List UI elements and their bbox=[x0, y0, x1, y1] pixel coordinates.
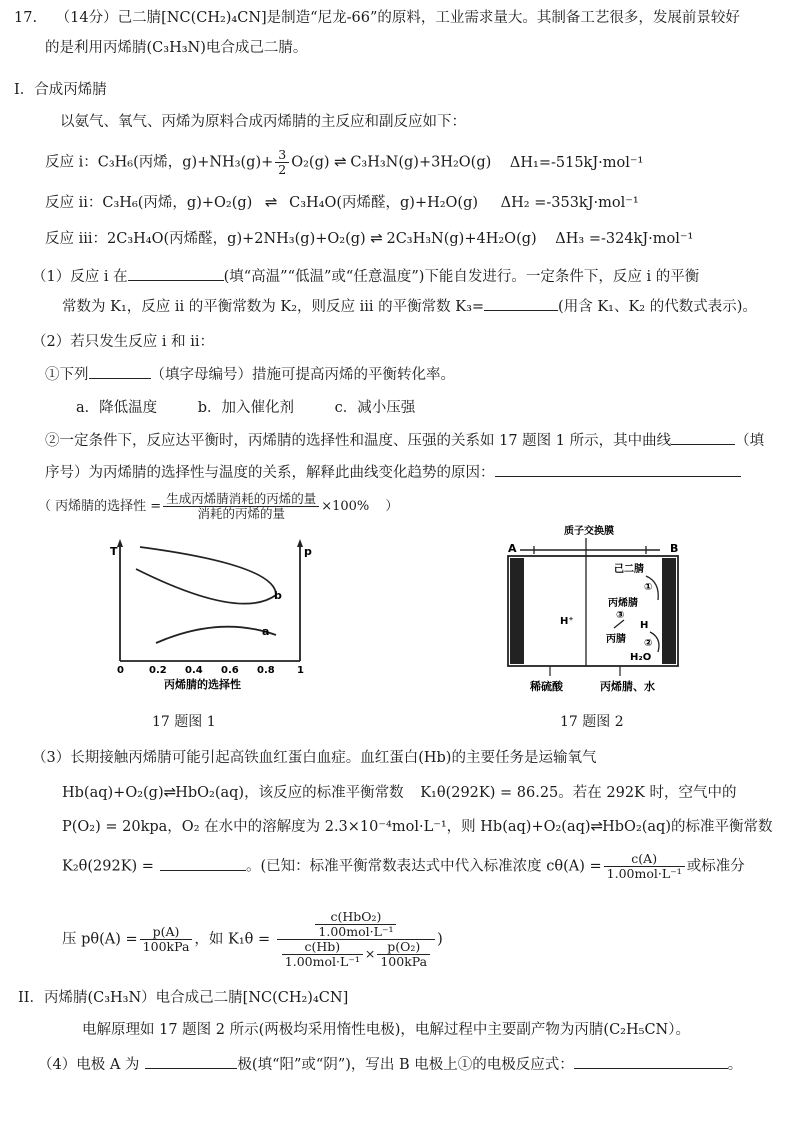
reaction-3-left: 2C₃H₄O(丙烯醛，g)+2NH₃(g)+O₂(g) bbox=[107, 231, 366, 247]
po2-fraction: $\frac{\text{p(O₂)}}{\text{100kPa}}$ bbox=[377, 940, 430, 969]
q3-line5 bbox=[62, 910, 443, 969]
x-tick: 0 bbox=[117, 665, 124, 676]
x-tick: 0.4 bbox=[185, 665, 203, 676]
q3-line4 bbox=[62, 852, 745, 881]
reaction-1-label: 反应 i： bbox=[45, 154, 98, 171]
adiponitrile-label: 己二腈 bbox=[614, 564, 644, 575]
equilibrium-arrow: ⇌ bbox=[264, 193, 277, 211]
figure-1-caption: 17 题图 1 bbox=[152, 714, 216, 730]
reaction-1-left-b: O₂(g) bbox=[291, 154, 330, 171]
k1-numerator bbox=[277, 910, 435, 940]
sel-open: （ bbox=[38, 499, 52, 514]
step-3-marker: ③ bbox=[616, 610, 625, 621]
electrode-a-label: A bbox=[508, 542, 517, 555]
k1-denominator bbox=[277, 940, 435, 969]
part2-desc: 电解原理如 17 题图 2 所示(两极均采用惰性电极)，电解过程中主要副产物为丙腈(C₂H₅CN）。 bbox=[82, 1022, 690, 1038]
proton-label: H⁺ bbox=[560, 616, 574, 627]
q2-s2-text-c: 序号）为丙烯腈的选择性与温度的关系，解释此曲线变化趋势的原因： bbox=[45, 465, 495, 481]
question-score: （14分） bbox=[55, 10, 118, 26]
answer-blank-q4-electrode[interactable] bbox=[145, 1054, 237, 1069]
reaction-1-right: C₃H₃N(g)+3H₂O(g) bbox=[350, 154, 492, 171]
y-right-label: p bbox=[304, 545, 312, 558]
sel-close: ） bbox=[385, 499, 399, 514]
question-number: 17. bbox=[14, 10, 38, 26]
q3-line3 bbox=[62, 816, 773, 837]
q3-line2 bbox=[62, 782, 737, 803]
q1-line1 bbox=[32, 266, 699, 287]
part2-title: II．丙烯腈(C₃H₃N）电合成己二腈[NC(CH₂)₄CN] bbox=[18, 990, 349, 1006]
q2-options bbox=[76, 398, 415, 418]
figure-2-caption: 17 题图 2 bbox=[560, 714, 624, 730]
equilibrium-arrow: ⇌ bbox=[334, 152, 346, 171]
question-intro-b: 的是利用丙烯腈(C₃H₃N)电合成己二腈。 bbox=[45, 40, 308, 56]
question-17-line1 bbox=[14, 8, 740, 28]
reaction-3-label: 反应 iii： bbox=[45, 231, 108, 247]
answer-blank-q3-k2[interactable] bbox=[160, 856, 246, 871]
option-b: b．加入催化剂 bbox=[197, 400, 295, 416]
reaction-1 bbox=[45, 148, 643, 177]
dilute-sulfuric-acid-label: 稀硫酸 bbox=[530, 680, 563, 693]
curve-a bbox=[156, 627, 276, 643]
y-left-label: T bbox=[110, 545, 118, 558]
q3-k2: K₂θ(292K) = bbox=[62, 858, 154, 875]
q1-text-a: （1）反应 i 在 bbox=[32, 269, 128, 285]
reaction-2-left: C₃H₆(丙烯，g)+O₂(g) bbox=[102, 195, 253, 211]
curve-b-label: b bbox=[274, 589, 282, 602]
q4-text-a: （4）电极 A 为 bbox=[38, 1057, 140, 1073]
q1-line2 bbox=[62, 296, 757, 317]
q2-s2-text-b: （填 bbox=[735, 433, 765, 449]
arrow-step-3 bbox=[614, 620, 624, 628]
q3-eq-left: Hb(aq)+O₂(g) bbox=[62, 785, 164, 801]
q3-k1: K₁θ(292K) = 86.25。若在 292K 时，空气中的 bbox=[420, 785, 737, 801]
x-tick: 0.8 bbox=[257, 665, 275, 676]
q2-sub2-line1 bbox=[45, 430, 764, 451]
part1-title: I．合成丙烯腈 bbox=[14, 82, 107, 98]
q4-text-b: 极(填“阳”或“阴”)，写出 B 电极上①的电极反应式： bbox=[237, 1057, 574, 1073]
q3-std-pressure: 压 pθ(A) = bbox=[62, 931, 138, 948]
x-axis-label: 丙烯腈的选择性 bbox=[164, 678, 241, 691]
curve-a-label: a bbox=[262, 625, 270, 638]
q2-s2-text-a: ②一定条件下，反应达平衡时，丙烯腈的选择性和温度、压强的关系如 17 题图 1 所示，其中曲线 bbox=[45, 433, 672, 449]
step-1-marker: ① bbox=[644, 582, 653, 593]
reaction-3-dh: ΔH₃ =-324kJ·mol⁻¹ bbox=[555, 231, 694, 247]
q3-text-c: P(O₂) = 20kpa，O₂ 在水中的溶解度为 2.3×10⁻⁴mol·L⁻¹，则 Hb(aq)+O₂(aq) bbox=[62, 819, 591, 835]
equilibrium-arrow: ⇌ bbox=[590, 817, 603, 835]
electrode-b bbox=[662, 558, 676, 664]
q1-text-b: (填“高温”“低温”或“任意温度”)下能自发进行。一定条件下，反应 i 的平衡 bbox=[223, 269, 700, 285]
answer-blank-q2-curve[interactable] bbox=[671, 430, 735, 445]
reaction-3 bbox=[45, 228, 693, 249]
answer-blank-q2-measure[interactable] bbox=[89, 364, 151, 379]
selectivity-fraction: $\frac{\text{生成丙烯腈消耗的丙烯的量}}{\text{消耗的丙烯的量}}$ bbox=[163, 492, 319, 521]
electrode-b-label: B bbox=[670, 542, 679, 555]
left-axis-arrow bbox=[117, 539, 123, 547]
q1-text-d: (用含 K₁、K₂ 的代数式表示)。 bbox=[558, 299, 757, 315]
q3-close: ) bbox=[437, 931, 443, 948]
reaction-1-dh: ΔH₁=-515kJ·mol⁻¹ bbox=[509, 154, 644, 171]
option-a: a．降低温度 bbox=[76, 400, 158, 416]
q3-eq-right: HbO₂(aq)，该反应的标准平衡常数 bbox=[175, 785, 404, 801]
standard-pressure-fraction: $\frac{p(A)}{\text{100kPa}}$ bbox=[140, 925, 193, 954]
electrode-a bbox=[510, 558, 524, 664]
answer-blank-q1-condition[interactable] bbox=[128, 266, 224, 281]
q3-known: 。(已知：标准平衡常数表达式中代入标准浓度 cθ(A) = bbox=[245, 858, 602, 875]
membrane-label: 质子交换膜 bbox=[564, 526, 614, 537]
x-tick: 0.6 bbox=[221, 665, 239, 676]
reaction-2-dh: ΔH₂ =-353kJ·mol⁻¹ bbox=[500, 195, 639, 211]
q2-s1-text-a: ①下列 bbox=[45, 367, 89, 383]
q1-text-c: 常数为 K₁，反应 ii 的平衡常数为 K₂，则反应 iii 的平衡常数 K₃= bbox=[62, 299, 485, 315]
q3-text-c-right: HbO₂(aq)的标准平衡常数 bbox=[602, 819, 773, 835]
part1-desc: 以氨气、氧气、丙烯为原料合成丙烯腈的主反应和副反应如下： bbox=[60, 114, 466, 130]
propionitrile-label: 丙腈 bbox=[606, 634, 626, 645]
equilibrium-arrow: ⇌ bbox=[163, 783, 176, 801]
q4-line bbox=[38, 1054, 742, 1075]
reaction-2 bbox=[45, 192, 639, 213]
q3-line1: （3）长期接触丙烯腈可能引起高铁血红蛋白血症。血红蛋白(Hb)的主要任务是运输氧气 bbox=[32, 750, 597, 766]
answer-blank-q4-equation[interactable] bbox=[574, 1054, 728, 1069]
q2-intro: （2）若只发生反应 i 和 ii： bbox=[32, 334, 214, 350]
reaction-2-label: 反应 ii： bbox=[45, 195, 103, 211]
figure-2 bbox=[490, 520, 700, 700]
q2-s1-text-b: （填字母编号）措施可提高丙烯的平衡转化率。 bbox=[150, 367, 455, 383]
figure-1 bbox=[100, 535, 330, 695]
question-intro-a: 己二腈[NC(CH₂)₄CN]是制造“尼龙-66”的原料，工业需求量大。其制备工艺很多，发展前景较好 bbox=[117, 10, 740, 26]
sel-mult: ×100% bbox=[321, 499, 370, 514]
equilibrium-arrow: ⇌ bbox=[370, 229, 382, 247]
standard-concentration-fraction: $\frac{c(A)}{\text{1.00mol·L⁻¹}}$ bbox=[604, 852, 685, 881]
q2-sub2-line2 bbox=[45, 462, 741, 483]
hbo2-fraction: $\frac{\text{c(HbO₂)}}{\text{1.00mol·L⁻¹}}$ bbox=[315, 910, 396, 939]
three-halves-fraction: $\frac{3}{2}$ bbox=[275, 148, 289, 177]
x-tick: 0.2 bbox=[149, 665, 167, 676]
hb-fraction: $\frac{c(Hb)}{\text{1.00mol·L⁻¹}}$ bbox=[282, 940, 363, 969]
x-tick: 1 bbox=[297, 665, 304, 676]
acrylonitrile-label: 丙烯腈 bbox=[608, 598, 638, 609]
times-sign: × bbox=[364, 946, 376, 961]
reaction-3-right: 2C₃H₃N(g)+4H₂O(g) bbox=[386, 231, 537, 247]
answer-blank-q1-k3[interactable] bbox=[484, 296, 558, 311]
q3-example: ，如 K₁θ = bbox=[194, 931, 271, 948]
curve-b bbox=[136, 547, 276, 604]
step-2-marker: ② bbox=[644, 638, 653, 649]
q2-sub1 bbox=[45, 364, 455, 385]
hydrogen-atom-label: H bbox=[640, 620, 649, 631]
answer-blank-q2-reason[interactable] bbox=[495, 462, 741, 477]
water-label: H₂O bbox=[630, 652, 652, 663]
sel-label: 丙烯腈的选择性 = bbox=[55, 499, 162, 514]
acrylonitrile-water-label: 丙烯腈、水 bbox=[600, 680, 655, 693]
reaction-2-right: C₃H₄O(丙烯醛，g)+H₂O(g) bbox=[289, 195, 479, 211]
selectivity-definition bbox=[38, 492, 398, 521]
reaction-1-left-a: C₃H₆(丙烯，g)+NH₃(g)+ bbox=[97, 154, 274, 171]
option-c: c．减小压强 bbox=[334, 400, 416, 416]
electrolytic-cell bbox=[508, 556, 678, 666]
q4-end: 。 bbox=[727, 1057, 743, 1073]
k1-expression bbox=[277, 910, 435, 969]
right-axis-arrow bbox=[297, 539, 303, 547]
q3-tail: 或标准分 bbox=[686, 858, 745, 875]
